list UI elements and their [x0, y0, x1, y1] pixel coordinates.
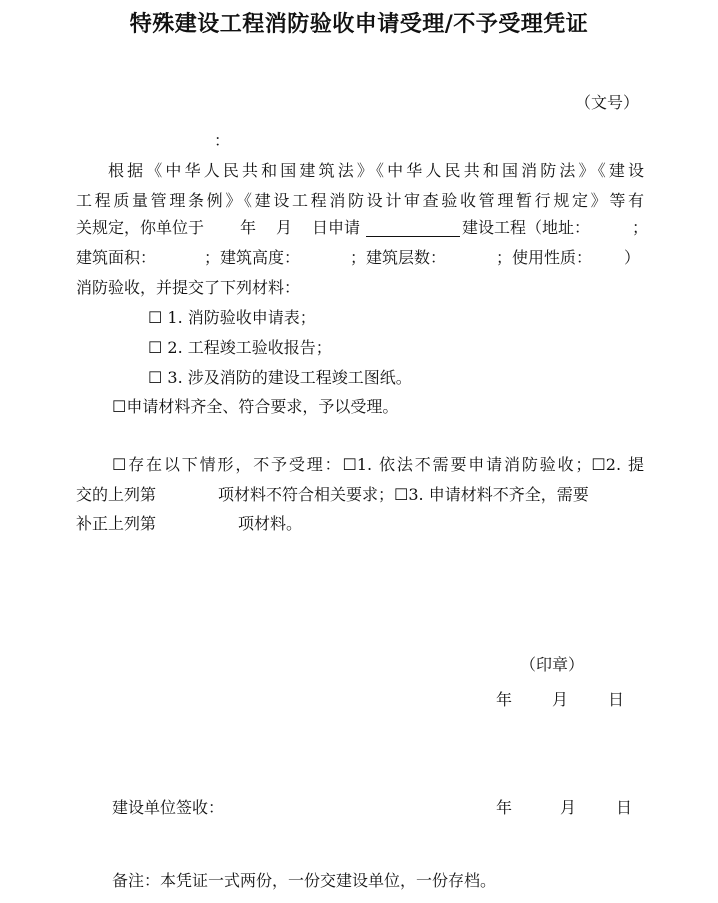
building-use-label: ；使用性质：	[496, 248, 593, 267]
seal-date-day: 日	[608, 690, 625, 709]
reject-line-2-prefix: 交的上列第	[76, 485, 157, 504]
reject-line-1[interactable]: ☐存在以下情形，不予受理：☐1. 依法不需要申请消防验收；☐2. 提	[112, 455, 644, 474]
apply-year-label: 年	[240, 218, 257, 237]
building-height-label: ；建筑高度：	[204, 248, 301, 267]
sign-date-day: 日	[616, 798, 633, 817]
sign-label: 建设单位签收：	[112, 798, 225, 817]
reject-paragraph	[76, 450, 644, 480]
document-number: （文号）	[575, 93, 640, 112]
sign-date-year: 年	[496, 798, 513, 817]
apply-month-label: 月	[276, 218, 293, 237]
paren-close: ）	[624, 248, 641, 267]
reject-line-2-suffix: 项材料不符合相关要求；☐3. 申请材料不齐全，需要	[218, 485, 589, 504]
intro-line-3	[76, 218, 204, 238]
building-area-label: 建筑面积：	[76, 248, 157, 267]
intro-line-1: 根据《中华人民共和国建筑法》《中华人民共和国消防法》《建设	[108, 161, 644, 180]
sign-date-month: 月	[560, 798, 577, 817]
accept-option[interactable]: ☐申请材料齐全、符合要求，予以受理。	[112, 397, 399, 416]
project-name-blank[interactable]	[366, 218, 460, 240]
material-item-3[interactable]: ☐ 3. 涉及消防的建设工程竣工图纸。	[148, 368, 412, 387]
intro-paragraph	[76, 156, 644, 216]
building-floors-label: ；建筑层数：	[350, 248, 447, 267]
reject-line-3-prefix: 补正上列第	[76, 514, 157, 533]
apply-day-label: 日申请	[312, 218, 361, 237]
seal-date-month: 月	[552, 690, 569, 709]
material-item-1[interactable]: ☐ 1. 消防验收申请表；	[148, 308, 316, 327]
document-title: 特殊建设工程消防验收申请受理/不予受理凭证	[129, 11, 589, 37]
address-semicolon: ；	[632, 218, 649, 237]
seal-label: （印章）	[520, 655, 585, 674]
material-item-2[interactable]: ☐ 2. 工程竣工验收报告；	[148, 338, 332, 357]
intro-line-5: 消防验收，并提交了下列材料：	[76, 278, 301, 297]
footnote: 备注：本凭证一式两份，一份交建设单位，一份存档。	[112, 871, 497, 890]
intro-line-2: 工程质量管理条例》《建设工程消防设计审查验收管理暂行规定》等有	[76, 191, 644, 210]
intro-applied-label: 关规定，你单位于	[76, 218, 205, 237]
project-address-label: 建设工程（地址：	[462, 218, 591, 237]
seal-date-year: 年	[496, 690, 513, 709]
reject-line-3-suffix: 项材料。	[238, 514, 303, 533]
addressee-colon: ：	[214, 131, 231, 150]
